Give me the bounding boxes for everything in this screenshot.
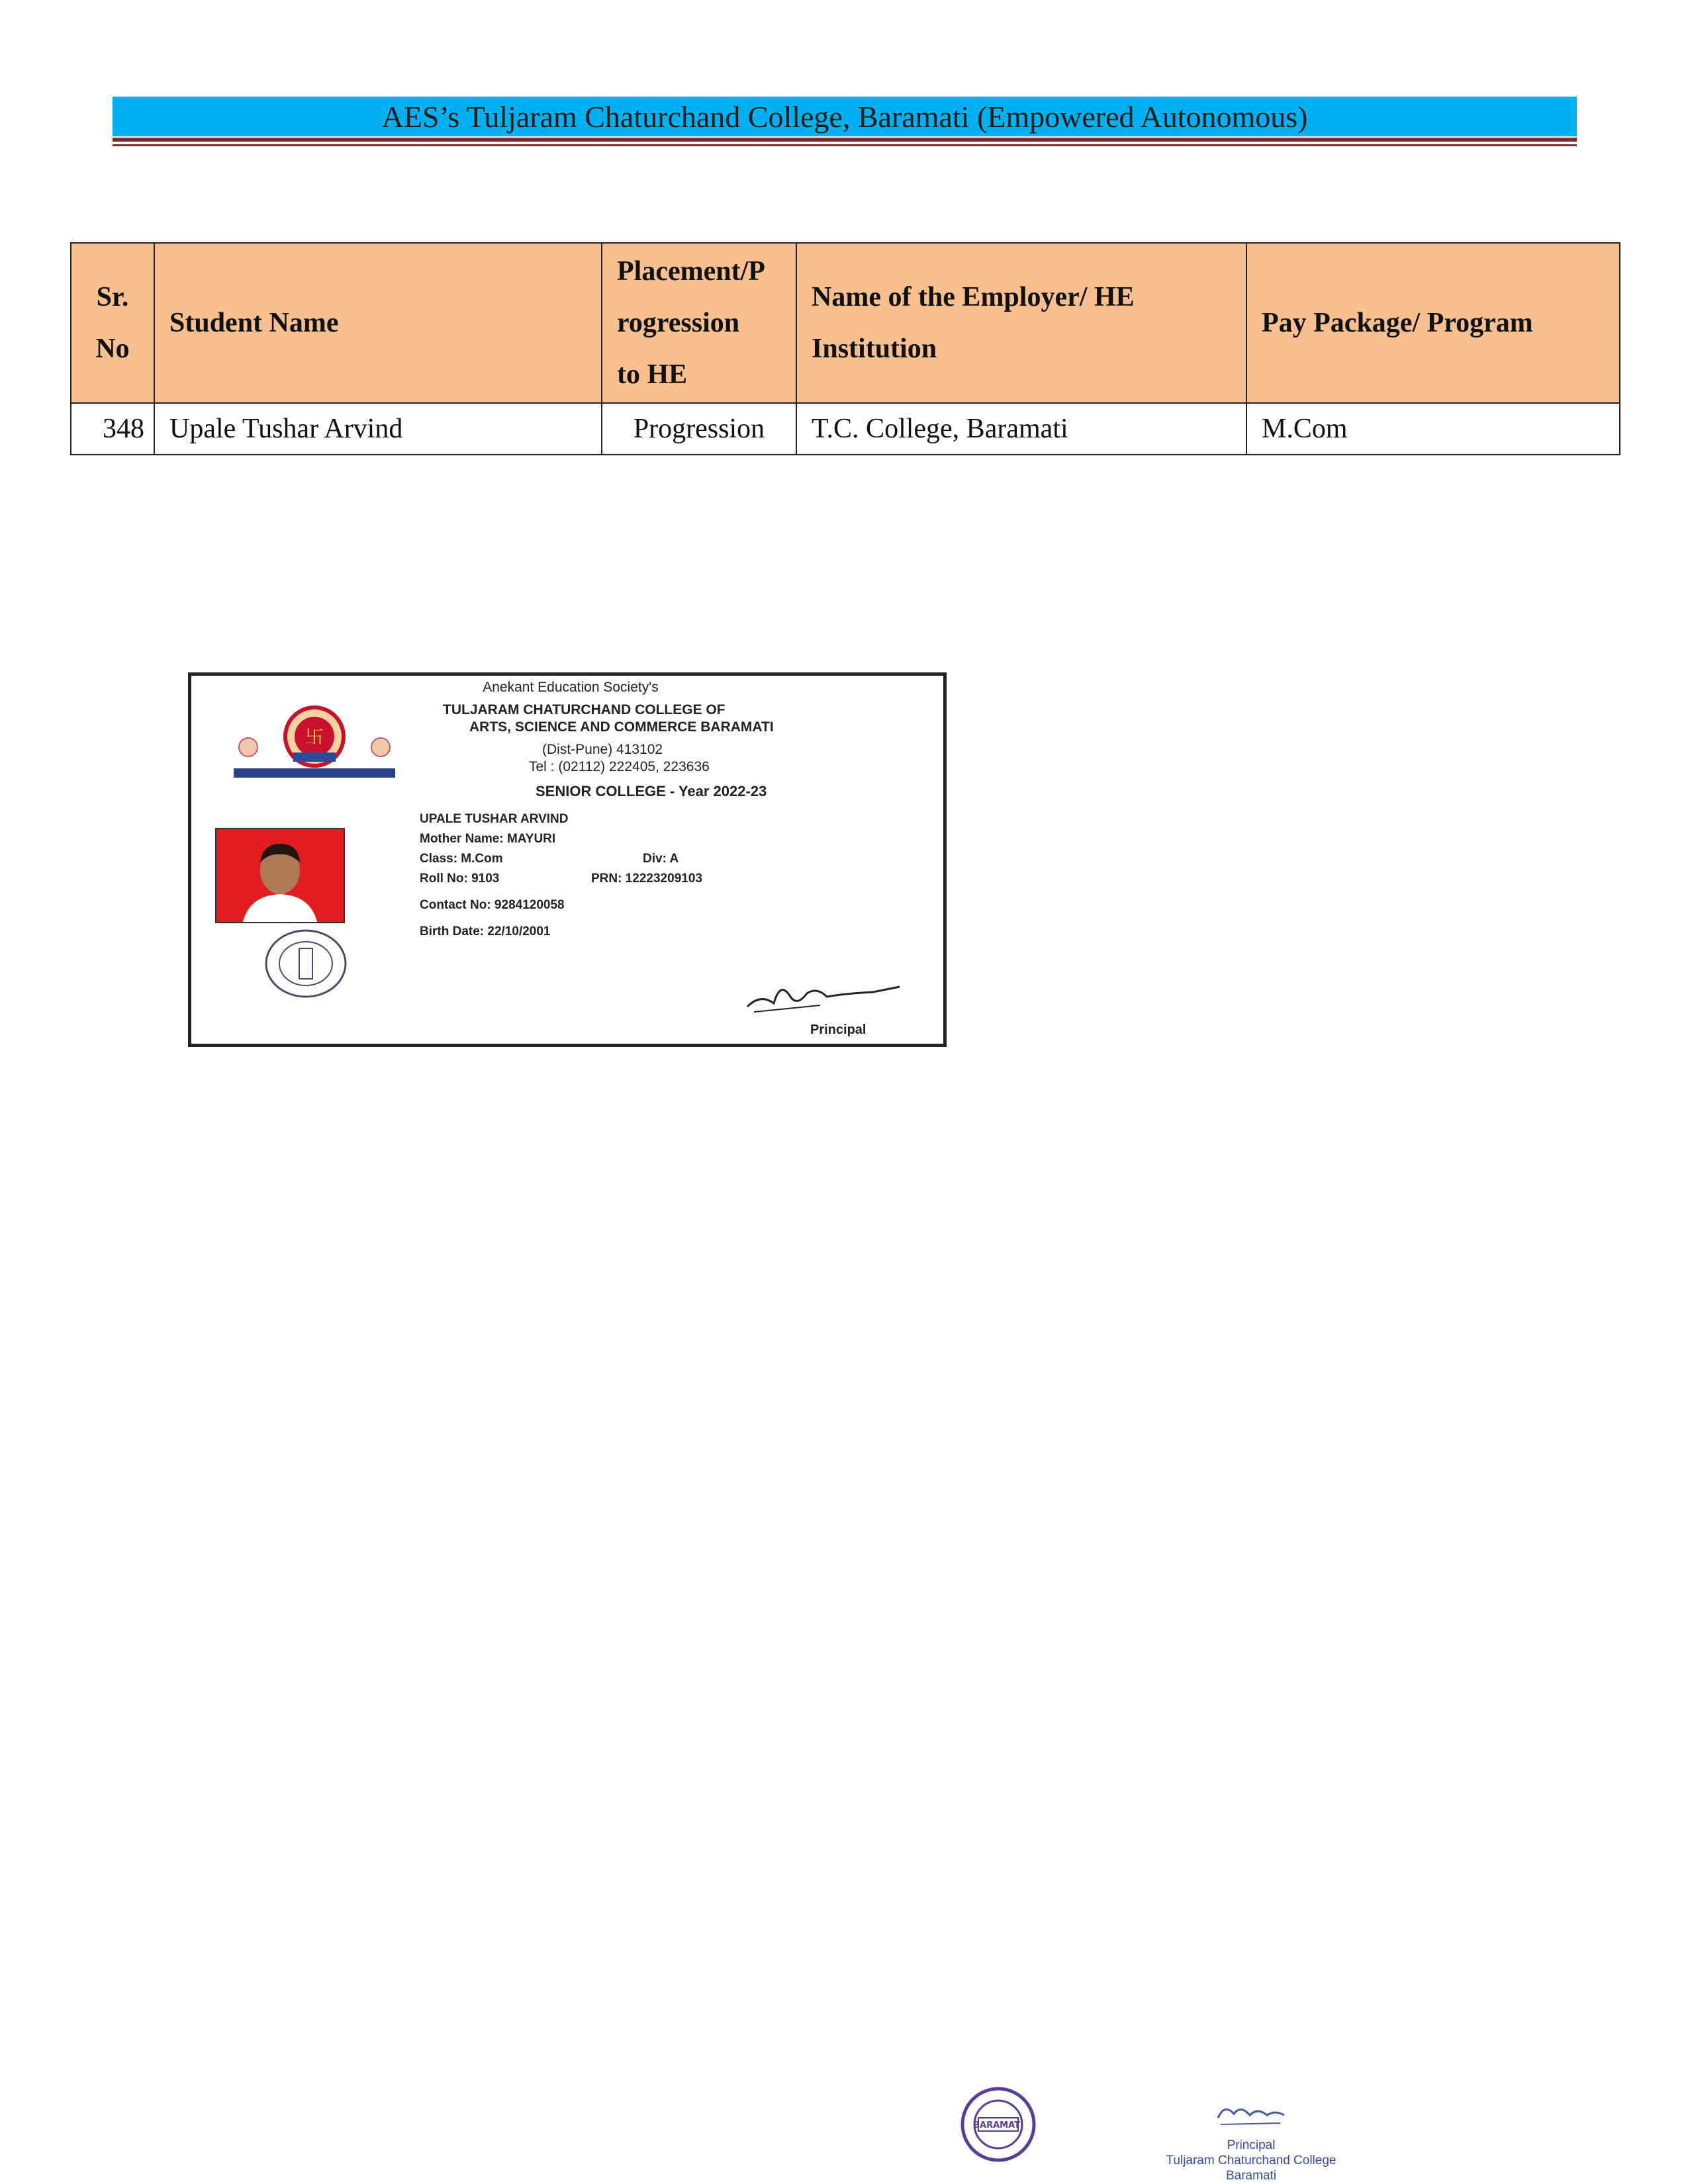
card-prn: PRN: 12223209103 (591, 872, 702, 886)
page-header-band (113, 97, 1577, 136)
header-rule-thin (113, 144, 1577, 146)
card-college-name-line-1: TULJARAM CHATURCHAND COLLEGE OF (443, 702, 726, 717)
col-header-employer-line-1: Name of the Employer/ HE (812, 282, 1135, 312)
principal-signature (741, 967, 913, 1020)
table-header-row (71, 243, 1620, 403)
card-signatory-label: Principal (810, 1023, 867, 1037)
footer-principal-label: Principal (1227, 2138, 1276, 2152)
col-header-employer (796, 243, 1246, 403)
cell-sr-no: 348 (71, 403, 154, 455)
card-roll-no: Roll No: 9103 (420, 872, 500, 886)
page-header-title: AES’s Tuljaram Chaturchand College, Baramati (Empowered Autonomous) (381, 99, 1308, 134)
col-header-sr-no (71, 243, 154, 403)
card-contact-no: Contact No: 9284120058 (420, 898, 565, 912)
card-student-name: UPALE TUSHAR ARVIND (420, 812, 569, 826)
col-header-sr-no-line-2: No (95, 334, 130, 364)
col-header-placement-line-2: rogression (617, 308, 740, 338)
col-header-placement-line-3: to HE (617, 359, 688, 390)
card-academic-year: SENIOR COLLEGE - Year 2022-23 (536, 783, 767, 799)
card-birth-date: Birth Date: 22/10/2001 (420, 925, 551, 938)
col-header-sr-no-line-1: Sr. (96, 282, 129, 312)
footer-place: Baramati (1225, 2169, 1277, 2183)
header-rule (113, 138, 1577, 142)
cell-student-name: Upale Tushar Arvind (154, 403, 602, 455)
card-class: Class: M.Com (420, 852, 503, 866)
table-row (71, 403, 1620, 455)
svg-text:卐: 卐 (305, 726, 324, 748)
col-header-student-name: Student Name (154, 243, 602, 403)
student-photo (215, 828, 345, 923)
cell-placement: Progression (602, 403, 796, 455)
footer-signature-block (1158, 2138, 1344, 2183)
placement-table (70, 242, 1620, 455)
student-portrait-image (216, 829, 344, 922)
col-header-pay-package: Pay Package/ Program (1246, 243, 1620, 403)
footer-principal-signature (1211, 2098, 1291, 2131)
card-college-name-line-2: ARTS, SCIENCE AND COMMERCE BARAMATI (469, 719, 774, 735)
college-emblem-logo (228, 702, 400, 782)
cell-employer: T.C. College, Baramati (796, 403, 1246, 455)
institution-seal (959, 2085, 1038, 2164)
card-telephone: Tel : (02112) 222405, 223636 (529, 759, 710, 774)
footer-college-name: Tuljaram Chaturchand College (1166, 2154, 1336, 2167)
student-id-card (188, 672, 947, 1047)
col-header-employer-line-2: Institution (812, 334, 937, 364)
seal-text: BARAMATI (973, 2120, 1023, 2130)
cell-pay-package: M.Com (1246, 403, 1620, 455)
col-header-placement-line-1: Placement/P (617, 256, 765, 287)
card-mother-name: Mother Name: MAYURI (420, 832, 556, 846)
card-district: (Dist-Pune) 413102 (542, 742, 663, 757)
card-society-name: Anekant Education Society's (483, 680, 659, 695)
card-stamp-seal (263, 927, 349, 1000)
card-division: Div: A (643, 852, 679, 866)
col-header-placement (602, 243, 796, 403)
